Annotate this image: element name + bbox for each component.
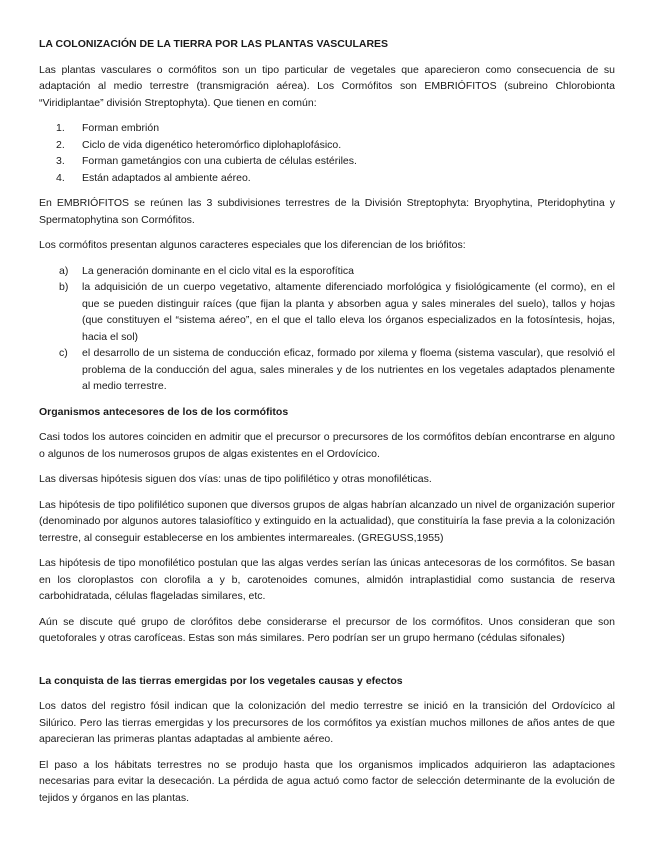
list-marker: 4. — [56, 171, 65, 184]
list-item-text: la adquisición de un cuerpo vegetativo, altamente diferenciado morfológica y fisiológicamente (el cormo), en el que se pueden distinguir raíces (que fijan la planta y absorben agua y sales minerales del suelo), tallos y hojas (que constituyen el “sistema aéreo”, en el que el tallo eleva los órganos especializados en la fotosíntesis, hojas, hacia el sol) — [82, 281, 615, 343]
list-item-text: Están adaptados al ambiente aéreo. — [82, 171, 251, 184]
list-marker: c) — [59, 347, 68, 359]
document-title: LA COLONIZACIÓN DE LA TIERRA POR LAS PLANTAS VASCULARES — [39, 38, 389, 50]
section-heading-antecesores: Organismos antecesores de los de los cormófitos — [39, 405, 289, 418]
paragraph: Casi todos los autores coinciden en admitir que el precursor o precursores de los cormófitos debían encontrarse en alguno o algunos de los numerosos grupos de algas existentes en el Ordovícico. — [39, 431, 615, 460]
list-item — [39, 120, 615, 137]
list-item-text: La generación dominante en el ciclo vital es la esporofítica — [82, 264, 354, 277]
list-item-text: el desarrollo de un sistema de conducción eficaz, formado por xilema y floema (sistema vascular), que resolvió el problema de la conducción del agua, sales minerales y de los nutrientes en los vegetales adaptados plenamente al medio terrestre. — [82, 347, 615, 392]
paragraph: Las diversas hipótesis siguen dos vías: unas de tipo polifilético y otras monofiléticas. — [39, 473, 432, 485]
list-marker: 3. — [56, 155, 65, 167]
list-item — [39, 170, 615, 187]
paragraph: Las hipótesis de tipo polifilético suponen que diversos grupos de algas habrían alcanzado un nivel de organización superior (denominado por algunos autores talasiofítico y extinguido en la actualidad), que constituiría la fase previa a la colonización terrestre, al conseguir establecerse en los ambientes intermareales. (GREGUSS,1955) — [39, 498, 615, 544]
section-heading-conquista: La conquista de las tierras emergidas por los vegetales causas y efectos — [39, 674, 403, 687]
caracteres-intro-paragraph: Los cormófitos presentan algunos caracteres especiales que los diferencian de los briófitos: — [39, 239, 466, 251]
list-marker: 2. — [56, 138, 65, 151]
common-traits-list — [39, 120, 615, 186]
caracteres-list — [39, 263, 615, 395]
paragraph: Los datos del registro fósil indican que la colonización del medio terrestre se inició en la transición del Ordovícico al Silúrico. Pero las tierras emergidas y los precursores de los cormófitos ya existían muchos millones de años antes de que aparecieran las primeras plantas adaptadas al ambiente aéreo. — [39, 700, 615, 745]
list-item — [39, 263, 615, 280]
paragraph: El paso a los hábitats terrestres no se produjo hasta que los organismos implicados adquirieron las adaptaciones necesarias para evitar la desecación. La pérdida de agua actuó como factor de selección determinante de la evolución de tejidos y órganos en las plantas. — [39, 758, 615, 804]
list-marker: 1. — [56, 122, 65, 134]
embriofitos-paragraph: En EMBRIÓFITOS se reúnen las 3 subdivisiones terrestres de la División Streptophyta: Bryophytina, Pteridophytina y Spermatophytina son Cormófitos. — [39, 197, 615, 226]
intro-paragraph: Las plantas vasculares o cormófitos son un tipo particular de vegetales que aparecieron como consecuencia de su adaptación al medio terrestre (transmigración aérea). Los Cormófitos son EMBRIÓFITOS (subreino Chlorobionta “Viridiplantae” división Streptophyta). Que tienen en común: — [39, 63, 615, 109]
list-item — [39, 153, 615, 170]
paragraph: Aún se discute qué grupo de clorófitos debe considerarse el precursor de los cormófitos. Unos consideran que son quetoforales y otras carofíceas. Estas son más similares. Pero podrían ser un grupo hermano (cédulas sifonales) — [39, 615, 615, 644]
list-item-text: Forman embrión — [82, 122, 160, 134]
list-item — [39, 345, 615, 395]
paragraph: Las hipótesis de tipo monofilético postulan que las algas verdes serían las únicas antecesoras de los cormófitos. Se basan en los cloroplastos con clorofila a y b, carotenoides comunes, almidón intraplastidial como sustancia de reserva carbohidratada, células flageladas similares, etc. — [39, 557, 615, 602]
list-item-text: Ciclo de vida digenético heteromórfico diplohaplofásico. — [82, 138, 342, 151]
list-marker: a) — [59, 264, 69, 277]
list-item-text: Forman gametángios con una cubierta de células estériles. — [82, 155, 357, 167]
list-item — [39, 137, 615, 154]
list-item — [39, 279, 615, 345]
list-marker: b) — [59, 281, 69, 293]
